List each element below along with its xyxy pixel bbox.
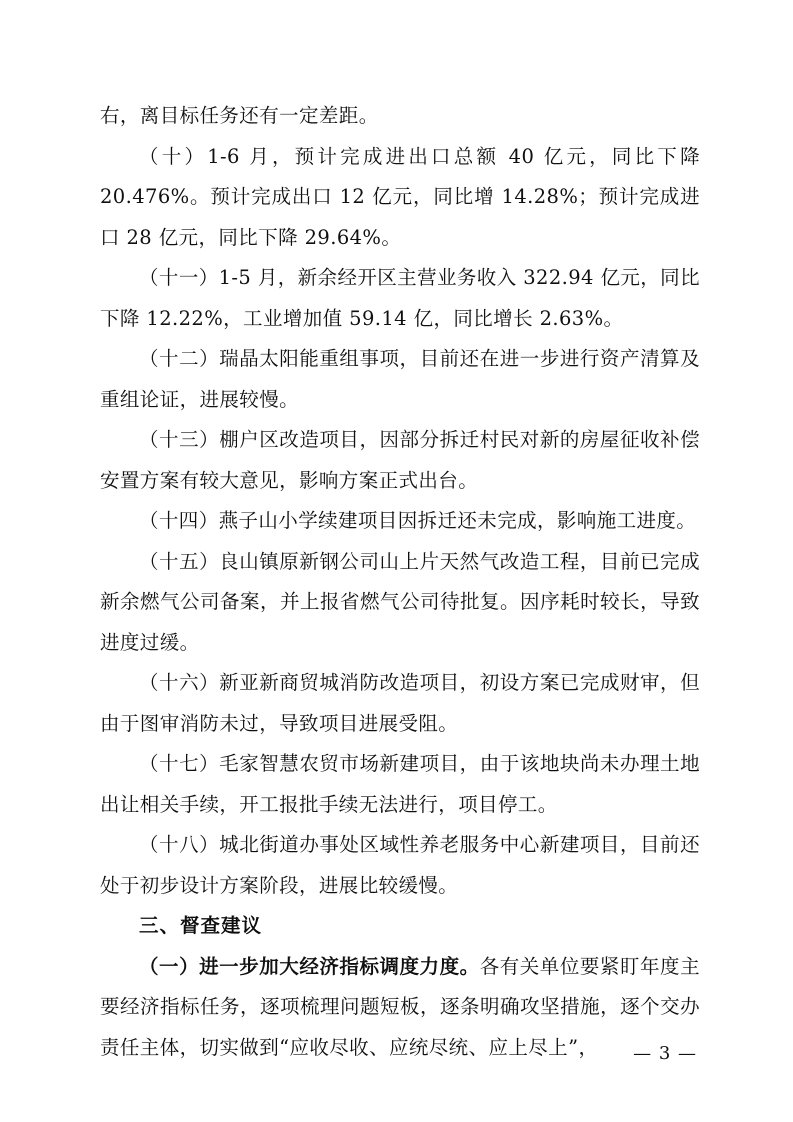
document-body [100, 96, 700, 1068]
paragraph-item-14: （十四）燕子山小学续建项目因拆迁还未完成，影响施工进度。 [139, 509, 697, 532]
paragraph-item-16: （十六）新亚新商贸城消防改造项目，初设方案已完成财审，但由于图审消防未过，导致项目进展受阻。 [100, 671, 700, 735]
subsection-text: 各有关单位要紧盯年度主要经济指标任务，逐项梳理问题短板，逐条明确攻坚措施，逐个交办责任主体，切实做到“应收尽收、应统尽统、应上尽上”， [100, 954, 700, 1059]
paragraph-item-13: （十三）棚户区改造项目，因部分拆迁村民对新的房屋征收补偿安置方案有较大意见，影响方案正式出台。 [100, 428, 700, 492]
page-number: — 3 — [633, 1043, 697, 1064]
subsection-paragraph-1 [100, 947, 700, 1069]
paragraph-continuation: 右，离目标任务还有一定差距。 [100, 104, 379, 127]
section-heading-3: 三、督查建议 [139, 914, 263, 937]
paragraph-item-17: （十七）毛家智慧农贸市场新建项目，由于该地块尚未办理土地出让相关手续，开工报批手续无法进行，项目停工。 [100, 752, 700, 816]
paragraph-item-15: （十五）良山镇原新钢公司山上片天然气改造工程，目前已完成新余燃气公司备案，并上报省燃气公司待批复。因序耗时较长，导致进度过缓。 [100, 549, 700, 654]
paragraph-item-12: （十二）瑞晶太阳能重组事项，目前还在进一步进行资产清算及重组论证，进展较慢。 [100, 347, 700, 411]
paragraph-item-11: （十一）1-5 月，新余经开区主营业务收入 322.94 亿元，同比下降 12.22%，工业增加值 59.14 亿，同比增长 2.63%。 [100, 266, 700, 330]
paragraph-item-10: （十）1-6 月，预计完成进出口总额 40 亿元，同比下降 20.476%。预计完成出口 12 亿元，同比增 14.28%；预计完成进口 28 亿元，同比下降 29.64%。 [100, 144, 700, 249]
subsection-lead: （一）进一步加大经济指标调度力度。 [139, 954, 480, 978]
paragraph-item-18: （十八）城北街道办事处区域性养老服务中心新建项目，目前还处于初步设计方案阶段，进展比较缓慢。 [100, 833, 700, 897]
